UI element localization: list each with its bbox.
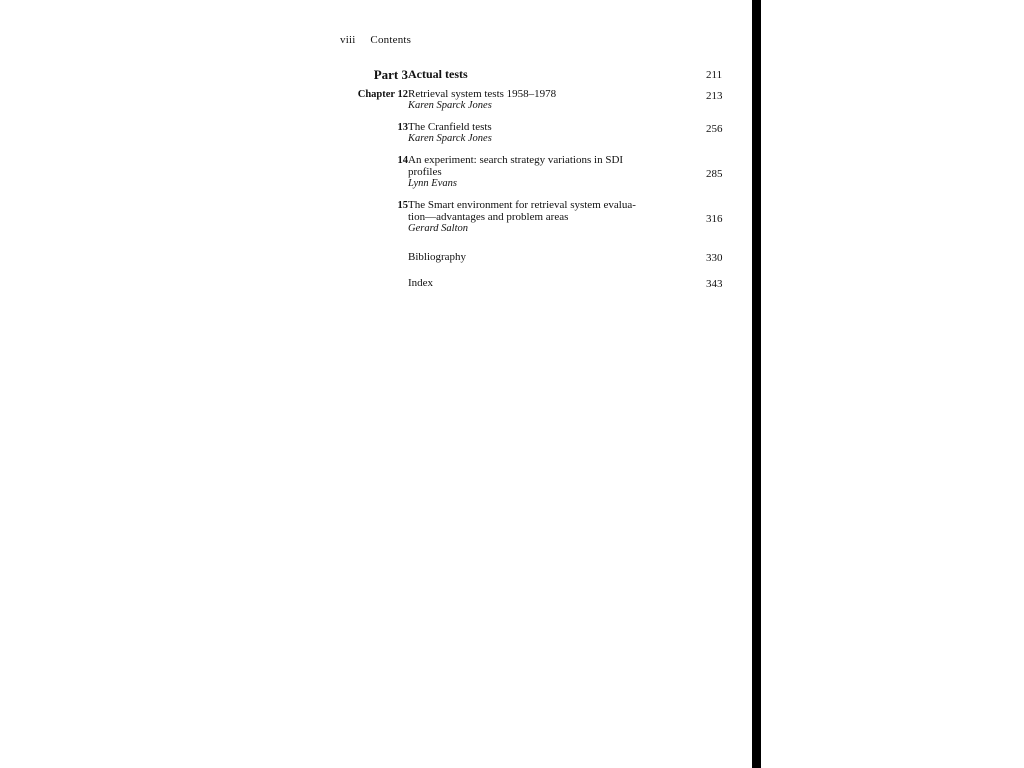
chapter-label: 14 [397,155,408,166]
chapter-author: Lynn Evans [408,178,457,189]
part-page-number: 211 [706,69,723,81]
chapter-title-line: tion—advantages and problem areas [408,211,569,223]
chapter-title-line: The Smart environment for retrieval system evalua- [408,199,636,211]
back-matter-title: Bibliography [408,251,467,263]
chapter-page-number: 256 [706,123,723,135]
back-matter-title: Index [408,277,434,289]
page-folio: viii [340,34,356,46]
back-matter-page-number: 330 [706,252,723,264]
chapter-author: Gerard Salton [408,223,468,234]
chapter-page-number: 213 [706,90,723,102]
part-label: Part 3 [373,67,408,82]
chapter-label: Chapter 12 [357,89,408,100]
chapter-title-line: An experiment: search strategy variations in SDI [408,154,624,166]
chapter-page-number: 316 [706,213,723,225]
running-head-title: Contents [370,34,412,46]
chapter-label: 13 [397,122,408,133]
back-matter-page-number: 343 [706,278,723,290]
chapter-author: Karen Sparck Jones [408,133,492,144]
chapter-label: 15 [397,200,408,211]
chapter-title-line: profiles [408,166,442,178]
scan-binding-edge [752,0,761,768]
chapter-title: Retrieval system tests 1958–1978 [408,88,557,100]
part-title: Actual tests [408,67,468,81]
chapter-title: The Cranfield tests [408,121,492,133]
chapter-author: Karen Sparck Jones [408,100,492,111]
chapter-page-number: 285 [706,168,723,180]
